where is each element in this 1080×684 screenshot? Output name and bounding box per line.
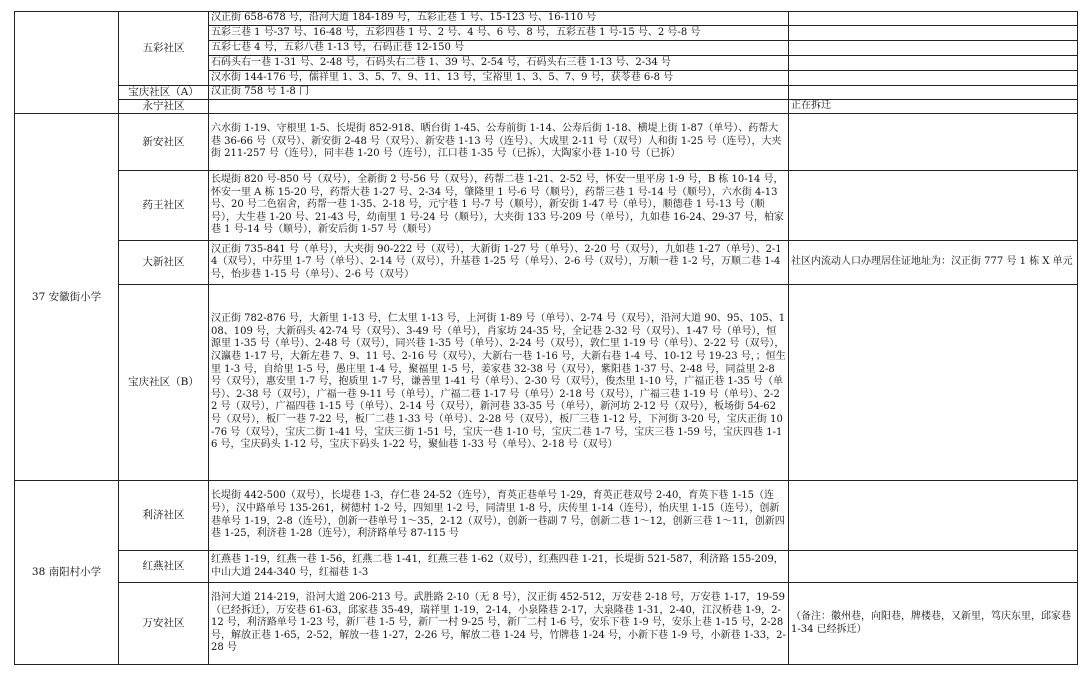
note-cell	[789, 41, 1078, 56]
address-cell: 汉正街 758 号 1-8 门	[209, 86, 789, 100]
address-cell: 汉正街 658-678 号，沿河大道 184-189 号，五彩正巷 1 号、15-123 号、16-110 号	[209, 12, 789, 26]
community-cell: 红燕社区	[119, 551, 209, 583]
address-cell: 汉正街 782-876 号，大新里 1-13 号，仁太里 1-13 号，上河街 1-89 号（单号）、2-74 号（双号），沿河大道 90、95、105、108、109 号，大新码头 42-74 号（双号）、3-49 号（单号），肖家坊 24-35 号，全记巷 2-32 号（双号）、1-47 号（单号），恒源里 1-35 号（单号）、2-48 号（双号），同兴巷 1-35 号（单号）、2-24 号（双号），敦仁里 1-19 号（单号）、2-22 号（双号），汉瀛巷 1-17 号，大新左巷 7、9、11 号、2-16 号（双号），大新右一巷 1-16 号，大新右巷 1-4 号、10-12 号 19-23 号，；恒生里 1-3 号，自给里 1-5 号，愚庄里 1-4 号，聚福里 1-5 号，姜家巷 32-38 号（双号），紫阳巷 1-37 号、2-48 号，同益里 2-8 号（双号），惠安里 1-7 号，抱质里 1-7 号，谦善里 1-41 号（单号）、2-30 号（双号），俊杰里 1-10 号，广福正巷 1-35 号（单号）、2-38 号（双号），广福一巷 9-11 号（单号），广福二巷 1-17 号（单号）2-18 号（双号），广福三巷 1-19 号（单号）、2-22 号（双号），广福四巷 1-15 号（单号）、2-14 号（双号），新河巷 33-35 号（单号），新河坊 2-12 号（双号），板场街 54-62 号（双号），板厂一巷 7-22 号，板厂二巷 1-33 号（单号）、2-28 号（双号），板厂三巷 1-12 号，下河街 3-20 号，宝庆正街 10-76 号（双号），宝庆二街 1-41 号，宝庆三街 1-51 号，宝庆一巷 1-10 号，宝庆二巷 1-7 号，宝庆三巷 1-59 号，宝庆四巷 1-16 号，宝庆码头 1-12 号，宝庆下码头 1-22 号，聚仙巷 1-33 号（单号）、2-18 号（双号）	[209, 285, 789, 481]
school-cell: 37 安徽街小学	[15, 114, 119, 481]
community-cell: 大新社区	[119, 241, 209, 285]
note-cell	[789, 114, 1078, 171]
note-cell	[789, 71, 1078, 86]
address-cell: 沿河大道 214-219，沿河大道 206-213 号。武胜路 2-10（无 8 号），汉正街 452-512，万安巷 2-18 号，万安巷 1-17，19-59（已经拆迁），万安巷 61-63，邱家巷 35-49，瑞祥里 1-19，2-14，小泉隆巷 2-17，大泉隆巷 1-31，2-40，江汉桥巷 1-9，2-12 号，利济路单号 1-23 号，新厂巷 1-5 号，新厂一村 9-25 号，新厂二村 1-6 号，安乐下巷 1-9 号，安乐上巷 1-15 号，2-28 号，解放正巷 1-65，2-52，解放一巷 1-27，2-26 号，解放二巷 1-24 号，竹牌巷 1-24 号，小新下巷 1-9 号，小新巷 1-33，2-28 号	[209, 583, 789, 665]
community-cell: 新安社区	[119, 114, 209, 171]
school-cell	[15, 12, 119, 114]
address-cell: 汉正街 735-841 号（单号），大夹街 90-222 号（双号），大新街 1-27 号（单号）、2-20 号（双号），九如巷 1-27（单号）、2-14（双号），中芬里 1-7 号（单号）、2-14 号（双号），升基巷 1-25 号（单号）、2-6 号（双号），万顺一巷 1-2 号，万顺二巷 1-4 号，怡步巷 1-15 号（单号）、2-6 号（双号）	[209, 241, 789, 285]
address-cell: 六水街 1-19、守根里 1-5、长堤街 852-918、晒台街 1-45、公寿前街 1-14、公寿后街 1-18、横堤上街 1-87（单号）、药帮大巷 36-66 号（双号）、新安街 2-48 号（双号）、新安巷 1-13 号（连号）、大成里 2-11 号（双号）人和街 1-25 号（连号），大夹街 211-257 号（连号），同丰巷 1-20 号（连号），江口巷 1-35 号（已拆），大陶家小巷 1-10 号（已拆）	[209, 114, 789, 171]
note-cell	[789, 86, 1078, 100]
address-cell: 长堤街 820 号-850 号（双号），全新街 2 号-56 号（双号），药帮二巷 1-21、2-52 号，怀安一里平房 1-9 号，B 栋 10-14 号，怀安一里 A 栋 15-20 号，药帮大巷 1-27 号、2-34 号，肇隆里 1 号-6 号（顺号），药帮三巷 1 号-14 号（顺号），六水街 4-13 号、20 号二色宿舍，药帮一巷 1-35、2-18 号，元宁巷 1 号-7 号（顺号），新安街 1-47 号（单号），顺德巷 1 号-13 号（顺号），大生巷 1-20 号、21-43 号，幼南里 1 号-24 号（顺号），大夹街 133 号-209 号（单号），九如巷 16-24、29-37 号，柏家巷 1 号-14 号（顺号），新安后街 1-57 号（顺号）	[209, 171, 789, 241]
address-cell: 红燕巷 1-19，红燕一巷 1-56，红燕二巷 1-41，红燕三巷 1-62（双号），红燕四巷 1-21，长堤街 521-587，利济路 155-209，中山大道 244-340 号，红福巷 1-3	[209, 551, 789, 583]
note-cell: 正在拆迁	[789, 100, 1078, 114]
address-cell: 汉水街 144-176 号，儒祥里 1、3、5、7、9、11、13 号，宝裕里 1、3、5、7、9 号，获苓巷 6-8 号	[209, 71, 789, 86]
community-cell: 药王社区	[119, 171, 209, 241]
note-cell	[789, 481, 1078, 551]
community-cell: 永宁社区	[119, 100, 209, 114]
community-cell: 利济社区	[119, 481, 209, 551]
address-cell: 五彩三巷 1 号-37 号、16-48 号，五彩四巷 1 号、2 号、4 号、6 号、8 号，五彩五巷 1 号-15 号、2 号-8 号	[209, 26, 789, 41]
community-cell: 宝庆社区（A）	[119, 86, 209, 100]
address-cell: 长堤街 442-500（双号），长堤巷 1-3，存仁巷 24-52（连号），育英正巷单号 1-29，育英正巷双号 2-40，育英下巷 1-15（连号），汉中路单号 135-261，树德村 1-2 号，四知里 1-2 号，同清里 1-8 号，庆传里 1-14（连号），怡庆里 1-15（连号），创新巷单号 1-19，2-8（连号），创新一巷单号 1～35，2-12（双号），创新一巷副 7 号，创新二巷 1～12，创新三巷 1～11，创新四巷 1-25，利济巷 1-28（连号），利济路单号 87-115 号	[209, 481, 789, 551]
community-cell: 宝庆社区（B）	[119, 285, 209, 481]
note-cell	[789, 12, 1078, 26]
community-cell: 五彩社区	[119, 12, 209, 86]
address-cell: 五彩七巷 4 号，五彩八巷 1-13 号，石码正巷 12-150 号	[209, 41, 789, 56]
note-cell	[789, 551, 1078, 583]
note-cell: （备注：徽州巷，向阳巷，牌楼巷，又新里，笃庆东里，邱家巷 1-34 已经拆迁）	[789, 583, 1078, 665]
note-cell	[789, 171, 1078, 241]
note-cell: 社区内流动人口办理居住证地址为：汉正街 777 号 1 栋 X 单元	[789, 241, 1078, 285]
community-cell: 万安社区	[119, 583, 209, 665]
note-cell	[789, 56, 1078, 71]
note-cell	[789, 26, 1078, 41]
address-table	[14, 11, 1078, 665]
school-cell: 38 南阳村小学	[15, 481, 119, 665]
note-cell	[789, 285, 1078, 481]
address-cell: 石码头右一巷 1-31 号、2-48 号，石码头右二巷 1、39 号、2-54 号，石码头右三巷 1-13 号、2-34 号	[209, 56, 789, 71]
address-cell	[209, 100, 789, 114]
